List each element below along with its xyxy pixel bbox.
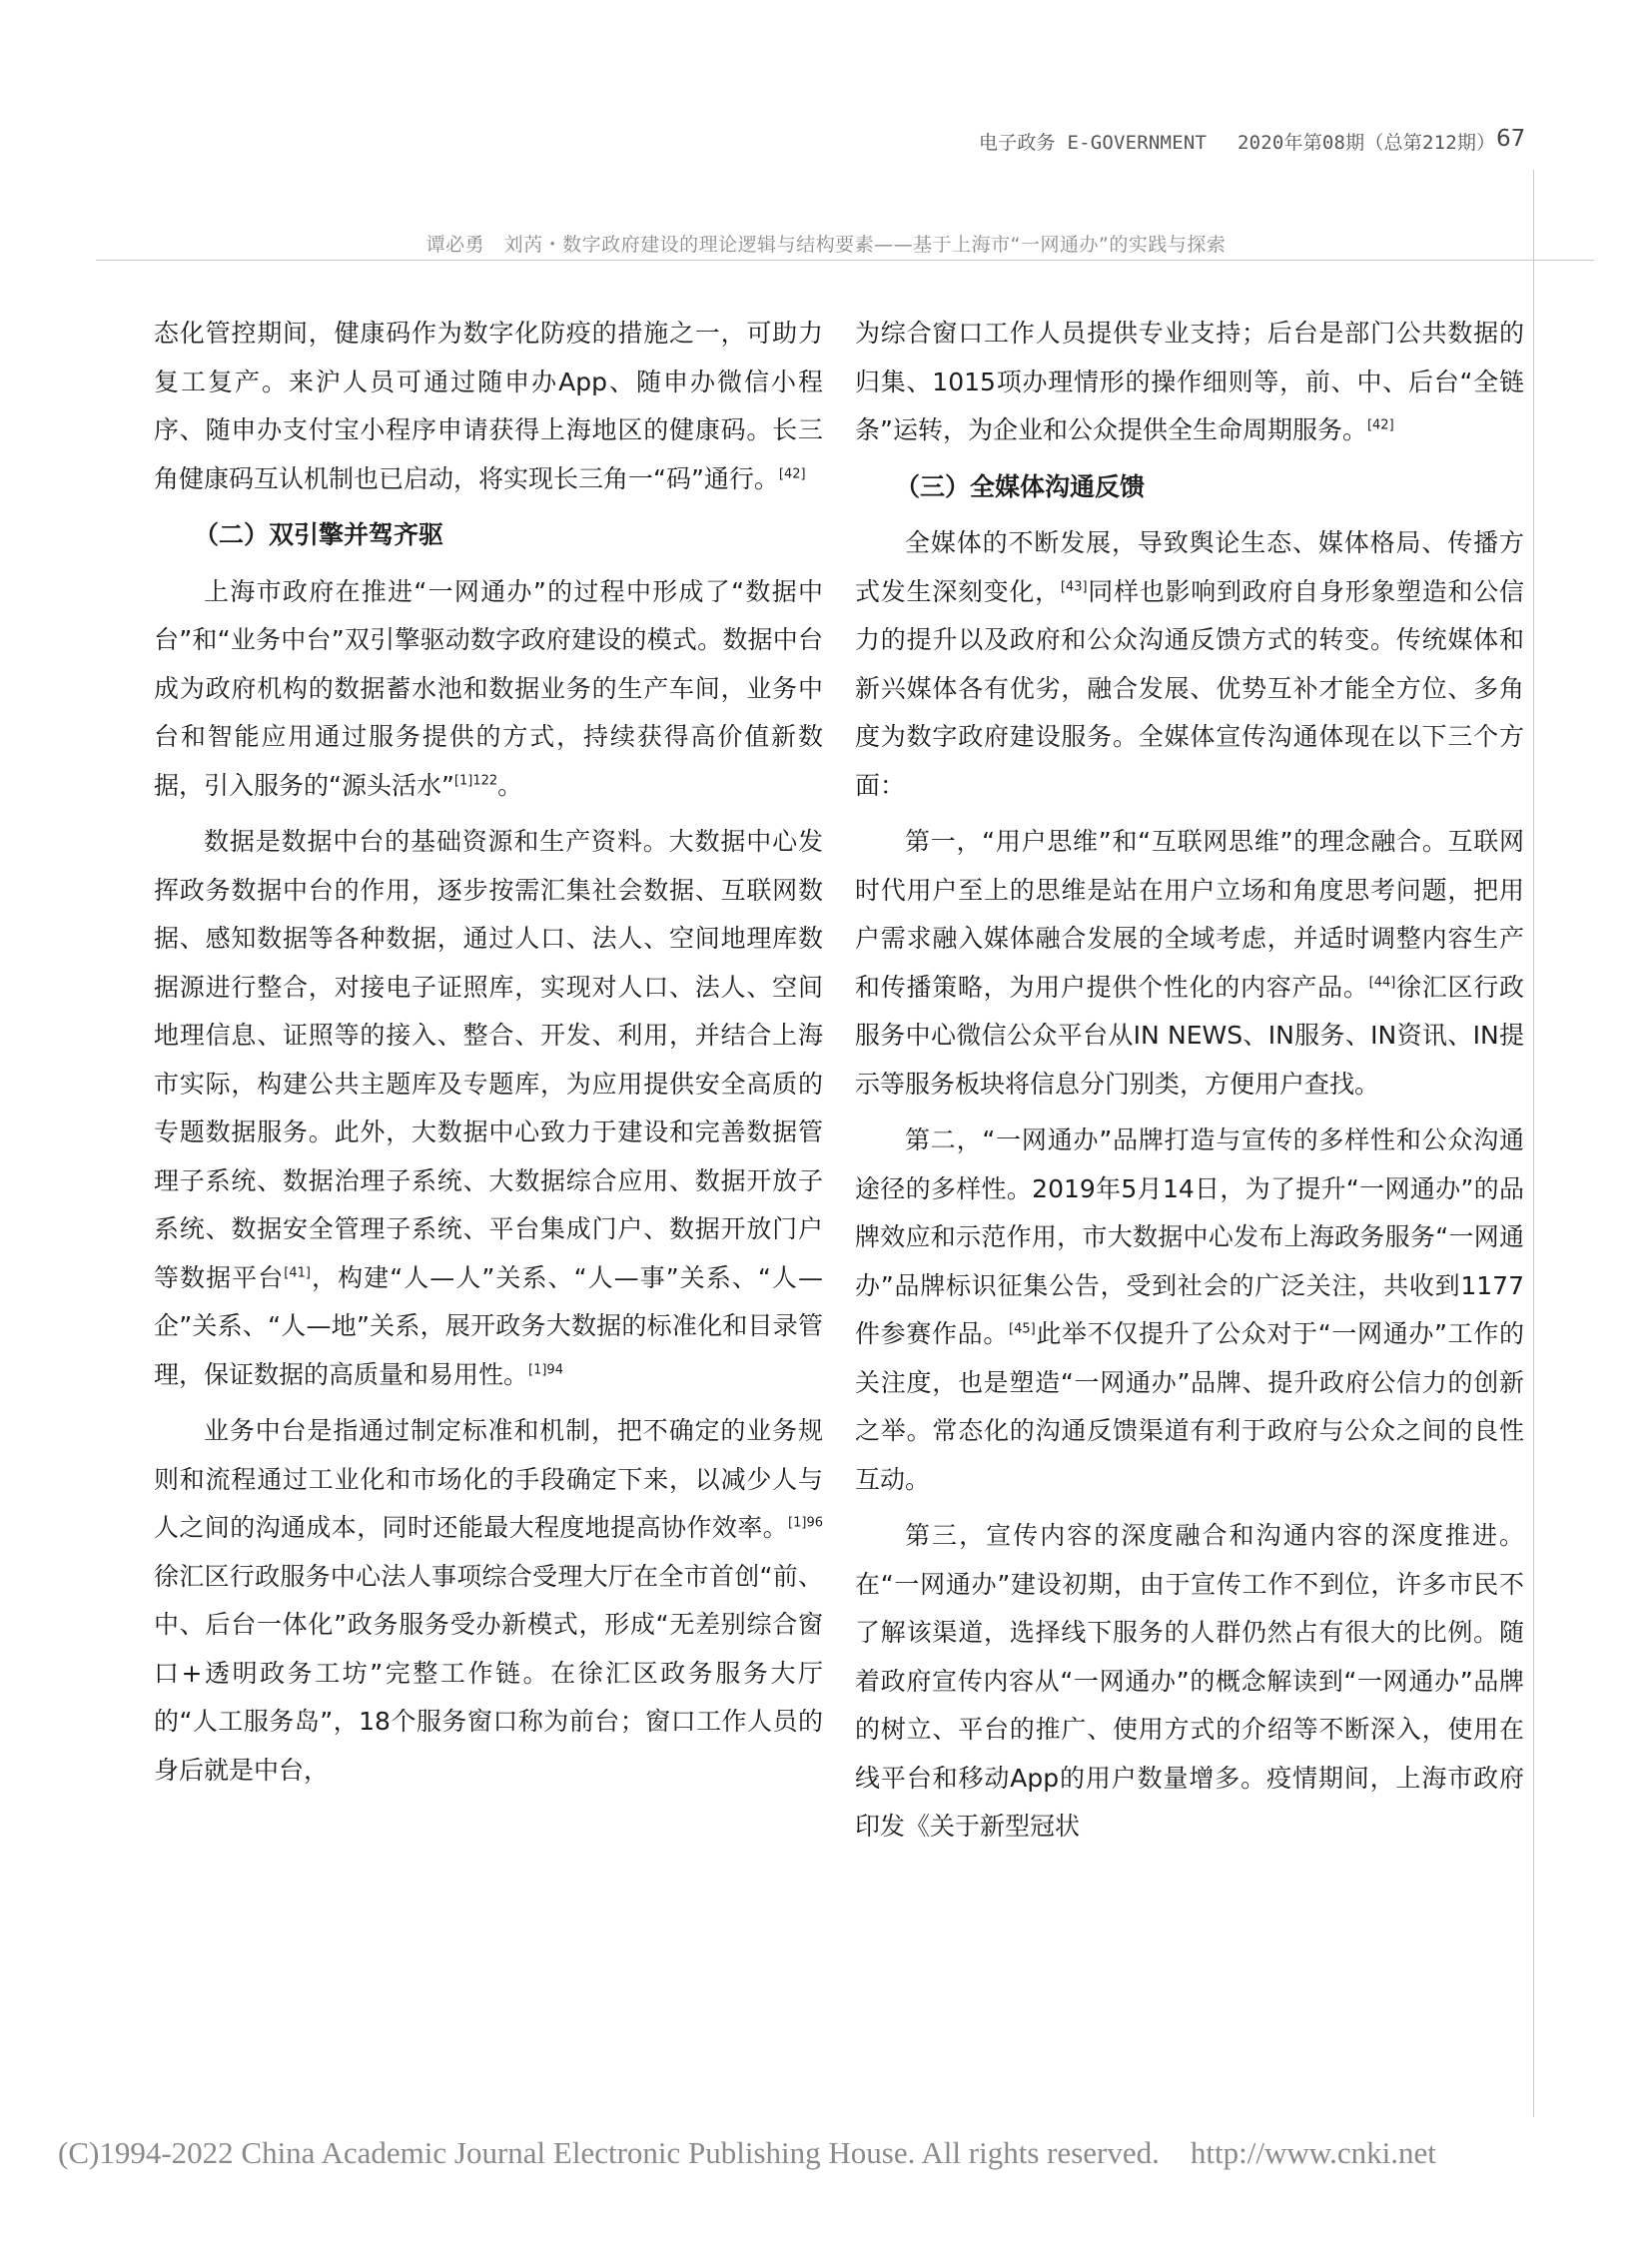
citation: [43] <box>1060 579 1088 595</box>
page-number: 67 <box>1496 126 1526 152</box>
citation: [45] <box>1009 1321 1036 1337</box>
journal-info: 电子政务 E-GOVERNMENT 2020年第08期（总第212期） <box>979 132 1496 154</box>
paragraph: 全媒体的不断发展，导致舆论生态、媒体格局、传播方式发生深刻变化，[43]同样也影响到政府自身形象塑造和公信力的提升以及政府和公众沟通反馈方式的转变。传统媒体和新兴媒体各有优劣，融合发展、优势互补才能全方位、多角度为数字政府建设服务。全媒体宣传沟通体现在以下三个方面： <box>855 528 1524 800</box>
paragraph: 上海市政府在推进“一网通办”的过程中形成了“数据中台”和“业务中台”双引擎驱动数字政府建设的模式。数据中台成为政府机构的数据蓄水池和数据业务的生产车间，业务中台和智能应用通过服务提供的方式，持续获得高价值新数据，引入服务的“源头活水”$^{[1]122}$。 <box>154 576 823 800</box>
citation: [42] <box>778 466 806 482</box>
paragraph: 第三，宣传内容的深度融合和沟通内容的深度推进。在“一网通办”建设初期，由于宣传工作不到位，许多市民不了解该渠道，选择线下服务的人群仍然占有很大的比例。随着政府宣传内容从“一网通办”的概念解读到“一网通办”品牌的树立、平台的推广、使用方式的介绍等不断深入，使用在线平台和移动App的用户数量增多。疫情期间，上海市政府印发《关于新型冠状 <box>855 1521 1524 1841</box>
section-heading: （二）双引擎并驾齐驱 <box>194 520 444 549</box>
copyright-footer: (C)1994-2022 China Academic Journal Electronic Publishing House. All rights reserved. http://www.cnki.net <box>58 2135 1436 2170</box>
citation: [42] <box>1366 417 1394 433</box>
running-title: 谭必勇 刘芮・数字政府建设的理论逻辑与结构要素——基于上海市“一网通办”的实践与探索 <box>425 234 1227 256</box>
left-column <box>154 310 823 1803</box>
paragraph: 为综合窗口工作人员提供专业支持；后台是部门公共数据的归集、1015项办理情形的操作细则等，前、中、后台“全链条”运转，为企业和公众提供全生命周期服务。[42] <box>855 319 1524 444</box>
citation: [1]96 <box>788 1515 823 1531</box>
citation: [1]94 <box>528 1362 563 1378</box>
paragraph: 态化管控期间，健康码作为数字化防疫的措施之一，可助力复工复产。来沪人员可通过随申办App、随申办微信小程序、随申办支付宝小程序申请获得上海地区的健康码。长三角健康码互认机制也已启动，将实现长三角一“码”通行。[42] <box>154 319 823 493</box>
header-rule <box>96 260 1594 261</box>
section-heading: （三）全媒体沟通反馈 <box>895 471 1146 501</box>
paragraph: 业务中台是指通过制定标准和机制，把不确定的业务规则和流程通过工业化和市场化的手段确定下来，以减少人与人之间的沟通成本，同时还能最大程度地提高协作效率。$^{[1]96}$徐汇区行政服务中心法人事项综合受理大厅在全市首创“前、中、后台一体化”政务服务受办新模式，形成“无差别综合窗口+透明政务工坊”完整工作链。在徐汇区政务服务大厅的“人工服务岛”，18个服务窗口称为前台；窗口工作人员的身后就是中台， <box>154 1416 823 1785</box>
paragraph: 数据是数据中台的基础资源和生产资料。大数据中心发挥政务数据中台的作用，逐步按需汇集社会数据、互联网数据、感知数据等各种数据，通过人口、法人、空间地理库数据源进行整合，对接电子证照库，实现对人口、法人、空间地理信息、证照等的接入、整合、开发、利用，并结合上海市实际，构建公共主题库及专题库，为应用提供安全高质的专题数据服务。此外，大数据中心致力于建设和完善数据管理子系统、数据治理子系统、大数据综合应用、数据开放子系统、数据安全管理子系统、平台集成门户、数据开放门户等数据平台[41]，构建“人—人”关系、“人—事”关系、“人—企”关系、“人—地”关系，展开政务大数据的标准化和目录管理，保证数据的高质量和易用性。$^{[1]94}$ <box>154 827 823 1389</box>
citation: [1]122 <box>453 773 498 789</box>
citation: [41] <box>284 1265 311 1281</box>
paragraph: 第一，“用户思维”和“互联网思维”的理念融合。互联网时代用户至上的思维是站在用户立场和角度思考问题，把用户需求融入媒体融合发展的全域考虑，并适时调整内容生产和传播策略，为用户提供个性化的内容产品。[44]徐汇区行政服务中心微信公众平台从IN NEWS、IN服务、IN资讯、IN提示等服务板块将信息分门别类，方便用户查找。 <box>855 827 1524 1099</box>
right-column <box>855 310 1524 1860</box>
citation: [44] <box>1368 975 1396 991</box>
paragraph: 第二，“一网通办”品牌打造与宣传的多样性和公众沟通途径的多样性。2019年5月14日，为了提升“一网通办”的品牌效应和示范作用，市大数据中心发布上海政务服务“一网通办”品牌标识征集公告，受到社会的广泛关注，共收到1177件参赛作品。[45]此举不仅提升了公众对于“一网通办”工作的关注度，也是塑造“一网通办”品牌、提升政府公信力的创新之举。常态化的沟通反馈渠道有利于政府与公众之间的良性互动。 <box>855 1125 1524 1494</box>
vertical-rule <box>1533 170 1534 2117</box>
